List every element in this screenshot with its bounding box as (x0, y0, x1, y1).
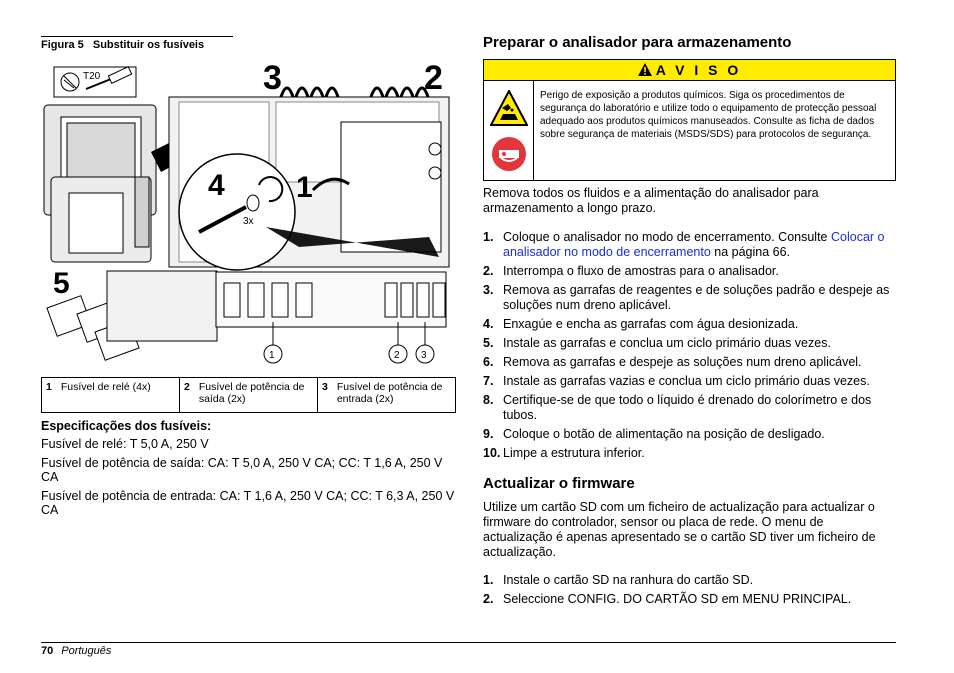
figure-title: Substituir os fusíveis (92, 39, 205, 51)
spec-item: Fusível de potência de entrada: CA: T 1,6 A, 250 V CA; CC: T 6,3 A, 250 V CA (41, 489, 455, 517)
protective-equipment-icon (491, 136, 527, 172)
legend-item: 3 Fusível de potência de entrada (2x) (317, 378, 455, 412)
step-label-1: 1 (296, 171, 313, 204)
firmware-steps (483, 573, 896, 611)
notice-box (483, 59, 896, 181)
list-item: 5. Instale as garrafas e conclua um ciclo primário duas vezes. (483, 336, 831, 350)
specs-heading: Especificações dos fusíveis: (41, 419, 212, 433)
list-item: 2. Seleccione CONFIG. DO CARTÃO SD em MENU PRINCIPAL. (483, 592, 852, 606)
warning-icon (638, 63, 652, 76)
page-footer (41, 642, 896, 657)
storage-intro: Remova todos os fluidos e a alimentação do analisador para armazenamento a longo prazo. (483, 186, 819, 215)
list-item: 4. Enxagúe e encha as garrafas com água desionizada. (483, 317, 799, 331)
list-item: 9. Coloque o botão de alimentação na posição de desligado. (483, 427, 825, 441)
screw-count: 3x (243, 216, 254, 227)
tool-label: T20 (83, 71, 101, 82)
list-item: 10. Limpe a estrutura inferior. (483, 446, 645, 460)
list-item: 2. Interrompa o fluxo de amostras para o analisador. (483, 264, 779, 278)
shutdown-mode-link[interactable]: Colocar o analisador no modo de encerramento (503, 230, 885, 259)
notice-header: A V I S O (484, 60, 895, 81)
list-item: 1. Instale o cartão SD na ranhura do cartão SD. (483, 573, 754, 587)
legend-item: 1 Fusível de relé (4x) (46, 381, 151, 393)
list-item: 6. Remova as garrafas e despeje as soluções num dreno aplicável. (483, 355, 862, 369)
spec-item: Fusível de potência de saída: CA: T 5,0 A, 250 V CA; CC: T 1,6 A, 250 V CA (41, 456, 443, 484)
firmware-heading: Actualizar o firmware (483, 475, 635, 492)
fuse-specifications (41, 419, 456, 522)
footer-language: Português (61, 645, 112, 657)
figure-caption (41, 36, 233, 51)
step-label-4: 4 (208, 169, 225, 202)
list-item: 7. Instale as garrafas vazias e conclua um ciclo primário duas vezes. (483, 374, 870, 388)
list-item: 1. Coloque o analisador no modo de encerramento. Consulte Colocar o analisador no modo de encerramento na página 66. (483, 230, 885, 259)
figure-legend (41, 377, 456, 413)
list-item: 3. Remova as garrafas de reagentes e de soluções padrão e despeje as soluções num dreno aplicável. (483, 283, 890, 312)
storage-heading: Preparar o analisador para armazenamento (483, 34, 792, 51)
firmware-intro: Utilize um cartão SD com um ficheiro de actualização para actualizar o firmware do controlador, sensor ou placa de rede. O menu de actualização é apenas apresentado se o cartão SD tiver um ficheiro de actualização. (483, 500, 876, 559)
list-item: 8. Certifique-se de que todo o líquido é drenado do colorímetro e dos tubos. (483, 393, 872, 422)
step-label-2: 2 (424, 59, 443, 97)
legend-item: 2 Fusível de potência de saída (2x) (179, 378, 317, 412)
notice-text: Perigo de exposição a produtos químicos. Siga os procedimentos de segurança do laboratório e utilize todo o equipamento de protecção pessoal adequado aos produtos químicos manuseados. Consulte as ficha de dados sobre segurança de materiais (MSDS/SDS) para protocolos de segurança. (540, 90, 877, 140)
callout-2: 2 (394, 350, 400, 361)
callout-1: 1 (269, 350, 275, 361)
step-label-5: 5 (53, 267, 70, 300)
chemical-hazard-icon (490, 90, 528, 126)
figure-number: Figura 5 (41, 39, 84, 51)
spec-item: Fusível de relé: T 5,0 A, 250 V (41, 437, 209, 451)
storage-steps (483, 230, 896, 465)
step-label-3: 3 (263, 59, 282, 97)
callout-3: 3 (421, 350, 427, 361)
page-number: 70 (41, 645, 54, 657)
fuse-replacement-illustration (41, 57, 455, 374)
